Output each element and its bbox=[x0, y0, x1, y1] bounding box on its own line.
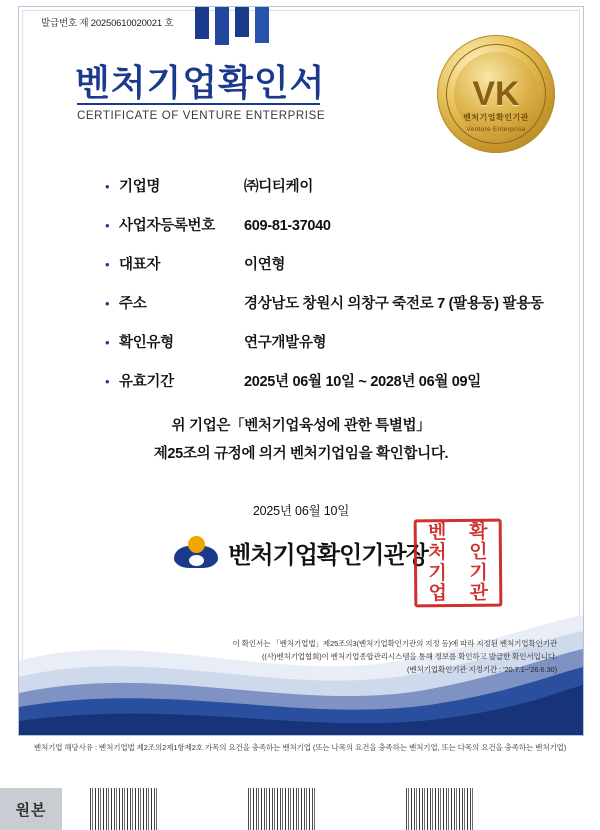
issue-number: 발급번호 제 20250610020021 호 bbox=[41, 18, 174, 29]
issue-date: 2025년 06월 10일 bbox=[252, 504, 350, 518]
stamp-char: 업 bbox=[428, 583, 448, 605]
field-value-company-name: ㈜디티케이 bbox=[244, 179, 314, 195]
field-row bbox=[105, 331, 545, 352]
field-row bbox=[105, 253, 545, 274]
certificate-frame bbox=[18, 6, 584, 736]
logo-cut bbox=[189, 555, 204, 566]
bullet-icon: • bbox=[105, 179, 110, 194]
stamp-char: 확 bbox=[468, 521, 488, 543]
footnote-line-3: (벤처기업확인기관 지정기간 : '20.7.1~'26.6.30) bbox=[407, 665, 557, 675]
eligibility-note: 벤처기업 해당사유 : 벤처기업법 제2조의2제1항제2호 가목의 요건을 충족하는 벤처기업 (또는 나목의 요건을 충족하는 벤처기업, 또는 다목의 요건을 충족하는 벤처기업) bbox=[33, 743, 567, 752]
gold-seal-icon bbox=[437, 35, 555, 153]
logo-dot bbox=[188, 536, 205, 553]
field-value-confirm-type: 연구개발유형 bbox=[244, 335, 327, 351]
stamp-char: 관 bbox=[469, 582, 489, 605]
title-underline bbox=[77, 103, 320, 105]
top-bar-1 bbox=[195, 7, 209, 39]
barcode-gap bbox=[62, 788, 90, 830]
barcode-gap bbox=[474, 788, 600, 830]
original-badge: 원본 bbox=[0, 788, 62, 830]
top-bar-3 bbox=[235, 7, 249, 37]
field-label-business-number: 사업자등록번호 bbox=[119, 218, 215, 234]
stamp-char: 벤 bbox=[427, 521, 447, 544]
bullet-icon: • bbox=[105, 374, 110, 389]
stamp-char: 인 bbox=[469, 541, 488, 564]
seal-text-en: Venture Enterprise bbox=[466, 126, 526, 133]
top-bar-4 bbox=[255, 7, 269, 43]
field-row bbox=[105, 175, 545, 196]
footnote-block bbox=[227, 637, 557, 676]
seal-inner bbox=[454, 52, 538, 136]
barcode-gap bbox=[158, 788, 248, 830]
statement-line-2: 제25조의 규정에 의거 벤처기업임을 확인합니다. bbox=[153, 445, 449, 462]
bullet-icon: • bbox=[105, 218, 110, 233]
field-value-valid-period: 2025년 06월 10일 ~ 2028년 06월 09일 bbox=[244, 374, 482, 390]
field-row bbox=[105, 370, 545, 391]
field-label-representative: 대표자 bbox=[119, 257, 161, 273]
barcode-strip bbox=[0, 788, 600, 830]
barcode-segment bbox=[248, 788, 316, 830]
field-value-address: 경상남도 창원시 의창구 죽전로 7 (팔용동) 팔용동 bbox=[244, 296, 544, 312]
bullet-icon: • bbox=[105, 257, 110, 272]
field-row bbox=[105, 214, 545, 235]
statement-line-1: 위 기업은「벤처기업육성에 관한 특별법」 bbox=[171, 418, 431, 434]
footnote-line-1: 이 확인서는 「벤처기업법」제25조의3(벤처기업확인기관의 지정 등)에 따라 지정된 벤처기업확인기관 bbox=[232, 639, 557, 648]
barcode-segment bbox=[90, 788, 158, 830]
footnote-line-2: ((사)벤처기업협회)이 벤처기업종합관리시스템을 통해 정보를 확인하고 발급한 확인서입니다. bbox=[262, 652, 557, 662]
statement-block bbox=[19, 413, 583, 468]
top-bar-2 bbox=[215, 7, 229, 45]
barcode-segment bbox=[406, 788, 474, 830]
page-subtitle: CERTIFICATE OF VENTURE ENTERPRISE bbox=[77, 110, 326, 122]
barcode-gap bbox=[316, 788, 406, 830]
field-row bbox=[105, 292, 545, 313]
field-label-confirm-type: 확인유형 bbox=[119, 335, 174, 351]
field-label-address: 주소 bbox=[119, 296, 147, 312]
seal-mark: VK bbox=[472, 75, 520, 113]
signature-authority: 벤처기업확인기관장 bbox=[228, 542, 428, 569]
stamp-char: 기 bbox=[469, 562, 488, 584]
stamp-char: 처 bbox=[428, 542, 447, 564]
top-bars-decoration bbox=[195, 7, 313, 39]
seal-text-ko: 벤처기업확인기관 bbox=[463, 113, 529, 122]
fields-list bbox=[105, 175, 545, 409]
field-label-company-name: 기업명 bbox=[119, 179, 161, 195]
bullet-icon: • bbox=[105, 335, 110, 350]
page-title: 벤처기업확인서 bbox=[75, 62, 326, 103]
field-value-business-number: 609-81-37040 bbox=[244, 218, 331, 234]
stamp-char: 기 bbox=[428, 562, 447, 585]
field-label-valid-period: 유효기간 bbox=[119, 374, 174, 390]
bullet-icon: • bbox=[105, 296, 110, 311]
field-value-representative: 이연형 bbox=[244, 257, 286, 273]
